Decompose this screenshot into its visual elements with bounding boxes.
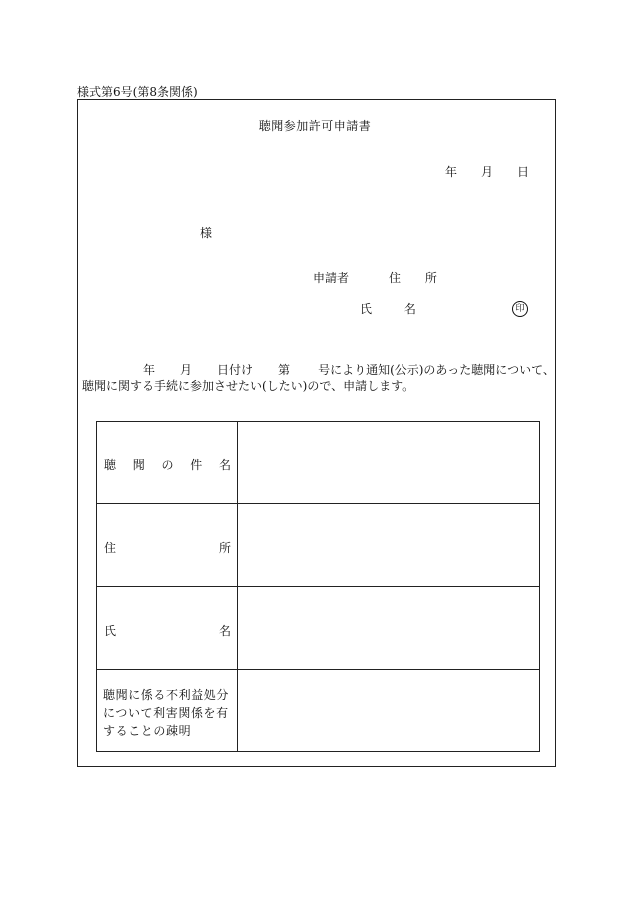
label-char: 聴 [104,458,117,472]
recipient-honorific: 様 [200,226,213,240]
table-row-name [97,587,539,670]
applicant-name-label: 氏 名 [360,302,430,316]
hearing-subject-label [104,459,231,471]
label-char: 氏 [104,624,117,638]
address-field[interactable] [238,504,539,586]
table-row-hearing-subject [97,422,539,504]
applicant-address-label: 住 所 [389,271,447,285]
label-char: 名 [218,624,231,638]
table-row-address [97,504,539,587]
label-char: 所 [218,541,231,555]
body-number-prefix: 第 [278,363,291,377]
body-year: 年 [143,363,156,377]
body-text-line-2: 聴聞に関する手続に参加させたい(したい)ので、申請します。 [82,379,415,393]
label-char: 住 [104,541,117,555]
label-char: 件 [190,458,203,472]
label-char: 名 [218,458,231,472]
application-table [96,421,540,752]
body-notice-text: 号により通知(公示)のあった聴聞について、 [318,363,555,377]
interest-explanation-label: 聴聞に係る不利益処分について利害関係を有することの疎明 [103,688,230,738]
body-day-dated: 日付け [217,363,254,377]
body-text-line-1 [143,364,555,376]
label-char: の [161,458,174,472]
seal-mark-icon: 印 [512,301,528,317]
name-label [104,625,231,637]
date-day-label: 日 [517,165,530,179]
document-title: 聴聞参加許可申請書 [258,119,372,133]
date-month-label: 月 [481,165,494,179]
body-month: 月 [180,363,193,377]
label-char: 聞 [132,458,145,472]
address-label [104,542,231,554]
name-field[interactable] [238,587,539,669]
form-number: 様式第6号(第8条関係) [77,85,198,99]
date-year-label: 年 [445,165,458,179]
applicant-label: 申請者 [313,271,350,285]
hearing-subject-field[interactable] [238,422,539,503]
table-row-interest-explanation [97,670,539,751]
interest-explanation-field[interactable] [238,670,539,751]
